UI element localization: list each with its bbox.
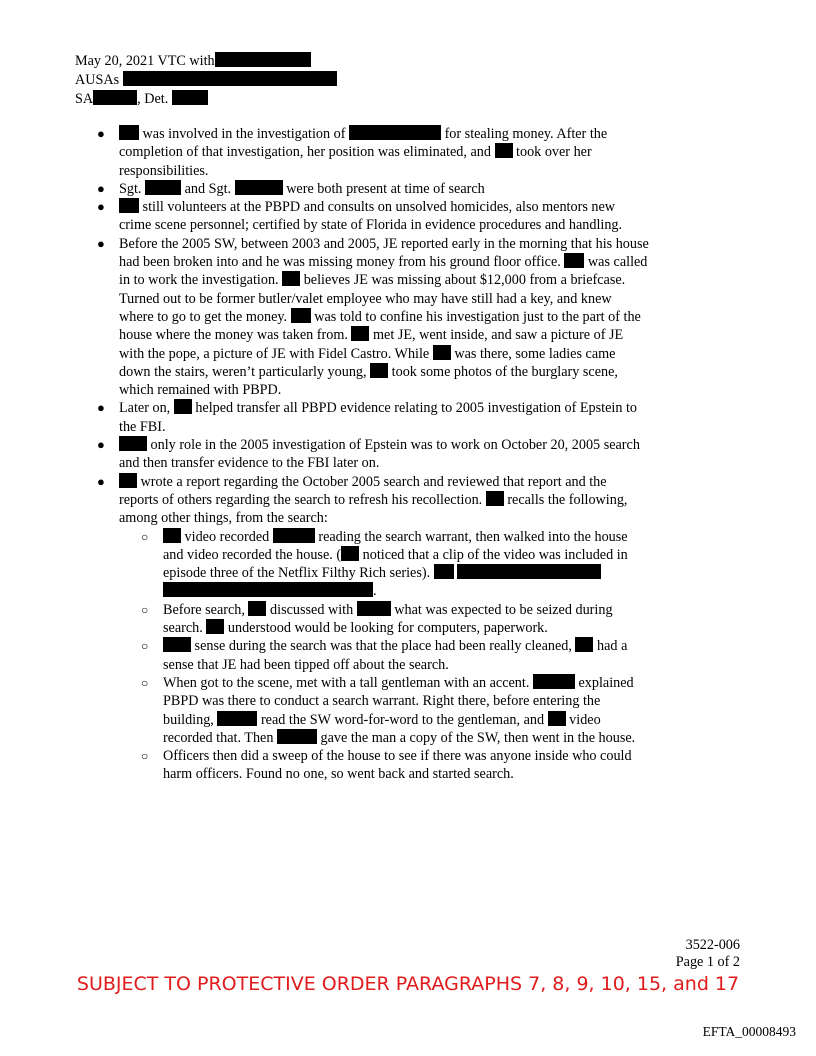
redaction-block [248,601,266,616]
header-line-ausas: AUSAs [75,71,337,90]
redaction-block [172,90,208,105]
redaction-block [351,326,369,341]
sub-list-item: ○ video recorded reading the search warrant, then walked into the house and video recorded the house. ( noticed that a clip of the video was included in episode three of the Netflix Filthy Rich series). . [141,528,628,600]
redaction-block [163,528,181,543]
document-header [75,52,337,109]
list-item: ● only role in the 2005 investigation of Epstein was to work on October 20, 2005 search and then transfer evidence to the FBI later on. [97,437,640,472]
bullet-icon: ● [97,126,105,141]
sub-list-item: ○ sense during the search was that the place had been really cleaned, had a sense that JE had been tipped off about the search. [141,638,628,673]
page-number: Page 1 of 2 [675,954,740,970]
list-item: ● Later on, helped transfer all PBPD evidence relating to 2005 investigation of Epstein to the FBI. [97,400,637,435]
protective-order-stamp: SUBJECT TO PROTECTIVE ORDER PARAGRAPHS 7, 8, 9, 10, 15, and 17 [76,973,740,995]
bullet-icon: ● [97,437,105,453]
bullet-icon: ● [97,400,105,416]
list-item: ● was involved in the investigation of for stealing money. After the completion of that investigation, her position was eliminated, and took over her responsibilities. [97,126,608,179]
redaction-block [341,546,359,561]
bullet-icon: ● [97,180,105,196]
redaction-block [457,564,601,579]
redaction-block [163,637,191,652]
redaction-block [575,637,593,652]
circle-bullet-icon: ○ [141,675,149,690]
redaction-block [357,601,391,616]
bullet-icon: ● [97,235,105,251]
redaction-block [206,619,224,634]
sub-list [119,528,649,784]
redaction-block [291,308,311,323]
redaction-block [235,180,283,195]
redaction-block [119,125,139,140]
redaction-block [564,253,584,268]
bates-number: EFTA_00008493 [702,1024,796,1039]
header-line-vtc: May 20, 2021 VTC with [75,52,337,71]
redaction-block [93,90,137,105]
redaction-block [119,473,137,488]
page-footer [676,937,740,971]
circle-bullet-icon: ○ [141,602,149,617]
redaction-block [433,345,451,360]
bullet-icon: ● [97,199,105,215]
header-line-agents: SA , Det. [75,90,337,109]
sub-list-item: ○ Officers then did a sweep of the house to see if there was anyone inside who could harm officers. Found no one, so went back and started search. [141,748,632,783]
list-item: ● wrote a report regarding the October 2005 search and reviewed that report and the reports of others regarding the search to refresh his recollection. recalls the following, among other things, from the search: [97,473,628,527]
redaction-block [119,198,139,213]
redaction-block [174,399,192,414]
circle-bullet-icon: ○ [141,639,149,654]
redaction-block [145,180,181,195]
redaction-block [486,491,504,506]
redaction-block [349,125,441,140]
document-number: 3522-006 [685,937,740,953]
redaction-block [434,564,454,579]
list-item: ● Before the 2005 SW, between 2003 and 2005, JE reported early in the morning that his house had been broken into and he was missing money from his ground floor office. was called in to work the investigation. believes JE was missing about $12,000 from a briefcase. Turned out to be former butler/valet employee who may have still had a key, and knew where to go to get the money. was told to confine his investigation just to the part of the house where the money was taken from. met JE, went inside, and saw a picture of JE with the pope, a picture of JE with Fidel Castro. While was there, some ladies came down the stairs, weren’t particularly young, took some photos of the burglary scene, which remained with PBPD. [97,235,649,399]
redaction-block [163,582,373,597]
sub-list-item: ○ When got to the scene, met with a tall gentleman with an accent. explained PBPD was there to conduct a search warrant. Right there, before entering the building, read the SW word-for-word to the gentleman, and video recorded that. Then gave the man a copy of the SW, then went in the house. [141,674,636,746]
redaction-block [277,729,317,744]
circle-bullet-icon: ○ [141,529,149,544]
bullet-list [97,125,649,784]
redaction-block [370,363,388,378]
redaction-block [282,271,300,286]
redaction-block [119,436,147,451]
redaction-block [217,711,257,726]
redaction-block [533,674,575,689]
redaction-block [215,52,311,67]
redaction-block [495,143,513,158]
redaction-block [273,528,315,543]
list-item: ● Sgt. and Sgt. were both present at time of search [97,180,485,197]
sub-list-item: ○ Before search, discussed with what was expected to be seized during search. understood would be looking for computers, paperwork. [141,601,613,637]
circle-bullet-icon: ○ [141,749,149,764]
redaction-block [548,711,566,726]
bullet-icon: ● [97,473,105,489]
list-item: ● still volunteers at the PBPD and consults on unsolved homicides, also mentors new crime scene personnel; certified by state of Florida in evidence procedures and handling. [97,199,623,234]
redaction-block [123,71,337,86]
